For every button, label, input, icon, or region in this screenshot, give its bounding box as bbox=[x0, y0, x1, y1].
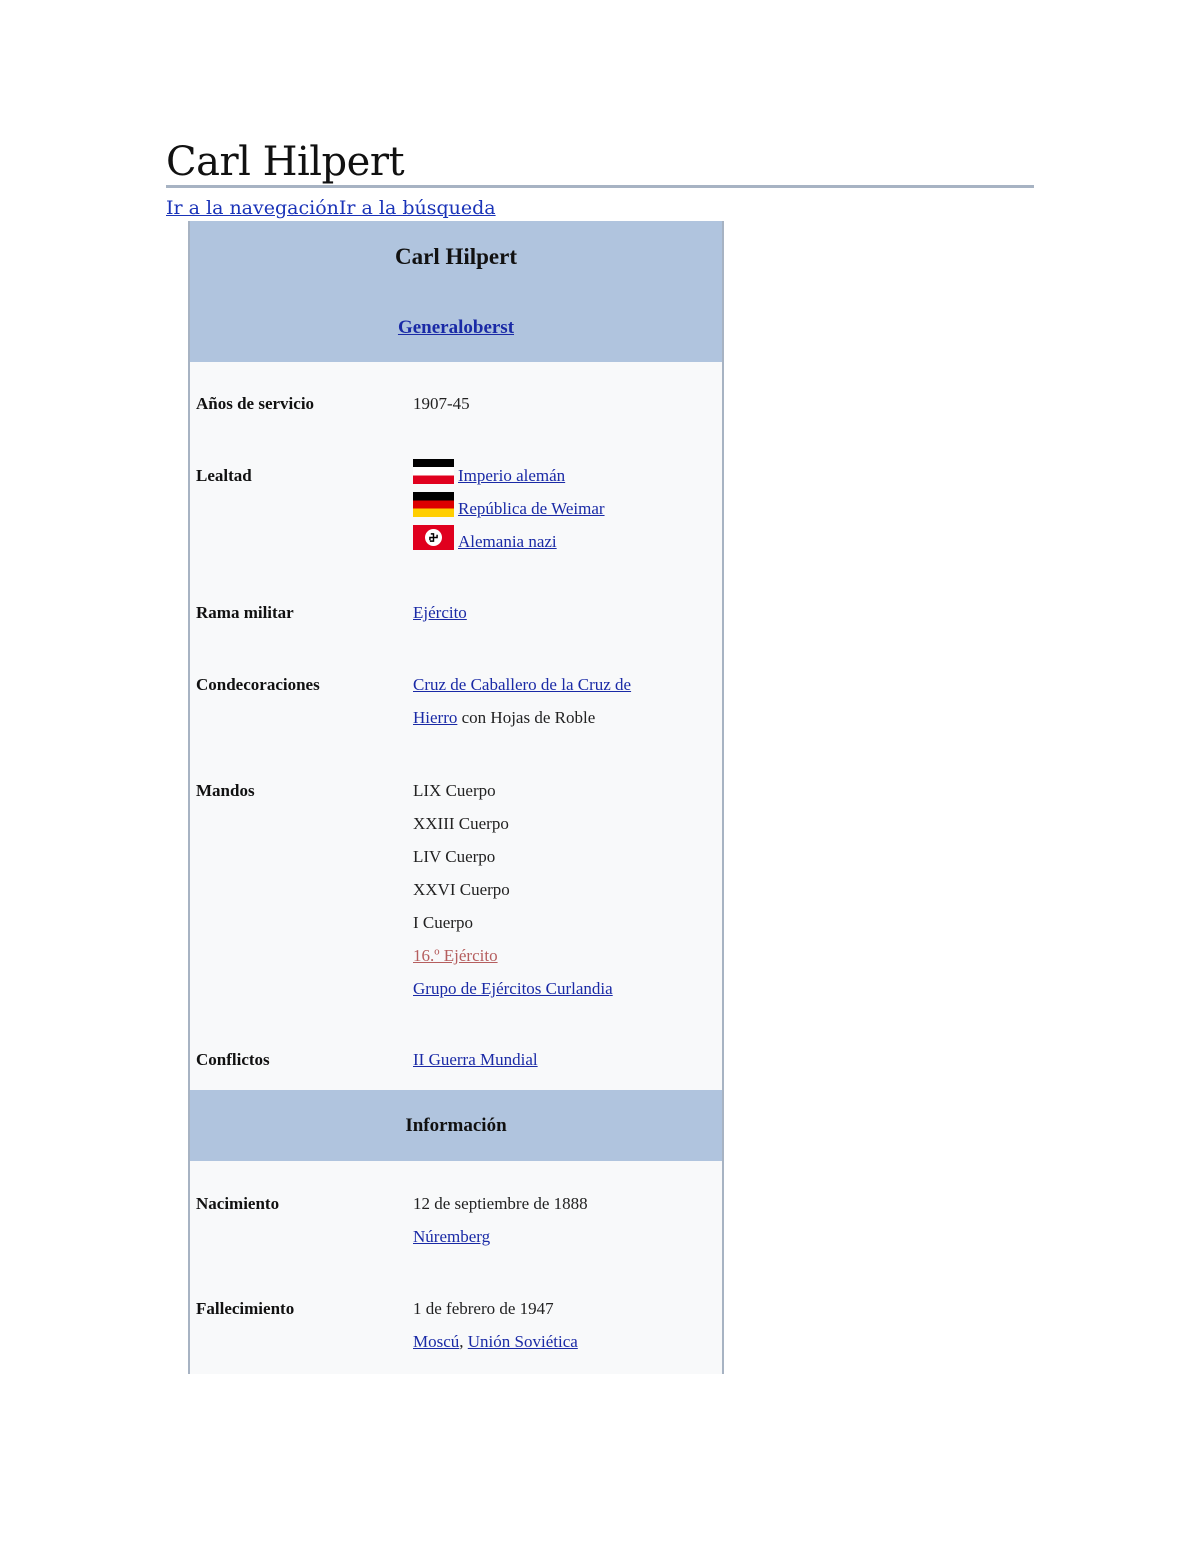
birth-label: Nacimiento bbox=[196, 1194, 280, 1213]
allegiance-item bbox=[413, 525, 605, 558]
rank-link[interactable]: Generaloberst bbox=[397, 317, 515, 338]
commands-label: Mandos bbox=[196, 781, 255, 800]
birth-date: 12 de septiembre de 1888 bbox=[413, 1194, 588, 1213]
infobox-rank bbox=[190, 316, 722, 340]
decorations-value bbox=[413, 668, 631, 734]
title-divider bbox=[166, 185, 1034, 188]
info-section-header bbox=[190, 1090, 722, 1161]
branch-value bbox=[413, 596, 467, 629]
weimar-republic-link[interactable]: República de Weimar bbox=[458, 499, 605, 518]
death-country-link[interactable]: Unión Soviética bbox=[467, 1332, 578, 1351]
death-date: 1 de febrero de 1947 bbox=[413, 1299, 554, 1318]
skip-to-navigation-link[interactable]: Ir a la navegación bbox=[166, 197, 339, 219]
skip-links bbox=[166, 194, 496, 222]
sixteenth-army-redlink[interactable]: 16.º Ejército bbox=[413, 946, 498, 965]
imperial-germany-link[interactable]: Imperio alemán bbox=[458, 466, 566, 485]
branch-link[interactable]: Ejército bbox=[413, 603, 467, 622]
army-group-courland-link[interactable]: Grupo de Ejércitos Curlandia bbox=[413, 979, 613, 998]
allegiance-item bbox=[413, 492, 605, 525]
nazi-germany-link[interactable]: Alemania nazi bbox=[458, 532, 557, 551]
death-city-link[interactable]: Moscú bbox=[413, 1332, 460, 1351]
infobox bbox=[188, 221, 724, 1374]
knights-cross-link-continued[interactable]: Hierro bbox=[413, 708, 458, 727]
page-title: Carl Hilpert bbox=[166, 139, 405, 185]
nazi-germany-flag-icon bbox=[413, 525, 454, 550]
birth-place-link[interactable]: Núremberg bbox=[413, 1227, 491, 1246]
allegiance-label: Lealtad bbox=[196, 466, 252, 485]
command-item: XXVI Cuerpo bbox=[413, 880, 510, 899]
decorations-suffix: con Hojas de Roble bbox=[457, 708, 596, 727]
weimar-republic-flag-icon bbox=[413, 492, 454, 517]
place-separator: , bbox=[459, 1332, 468, 1351]
info-section-title: Información bbox=[405, 1115, 507, 1136]
decorations-label: Condecoraciones bbox=[196, 675, 320, 694]
service-years-value bbox=[413, 387, 470, 420]
death-label: Fallecimiento bbox=[196, 1299, 295, 1318]
imperial-german-flag-icon bbox=[413, 459, 454, 484]
birth-value bbox=[413, 1187, 588, 1253]
command-item: LIX Cuerpo bbox=[413, 781, 496, 800]
conflicts-value bbox=[413, 1043, 538, 1076]
branch-label: Rama militar bbox=[196, 603, 294, 622]
infobox-name: Carl Hilpert bbox=[395, 244, 517, 269]
death-value bbox=[413, 1292, 578, 1358]
command-item: XXIII Cuerpo bbox=[413, 814, 509, 833]
commands-value bbox=[413, 774, 613, 1005]
knights-cross-link[interactable]: Cruz de Caballero de la Cruz de bbox=[413, 675, 632, 694]
conflicts-label: Conflictos bbox=[196, 1050, 270, 1069]
command-item: LIV Cuerpo bbox=[413, 847, 496, 866]
ww2-link[interactable]: II Guerra Mundial bbox=[413, 1050, 538, 1069]
allegiance-item bbox=[413, 459, 605, 492]
skip-to-search-link[interactable]: Ir a la búsqueda bbox=[338, 197, 496, 219]
service-years-label: Años de servicio bbox=[196, 394, 315, 413]
command-item: I Cuerpo bbox=[413, 913, 473, 932]
infobox-header bbox=[190, 221, 722, 362]
service-years-text: 1907-45 bbox=[413, 394, 470, 413]
allegiance-value bbox=[413, 459, 605, 558]
